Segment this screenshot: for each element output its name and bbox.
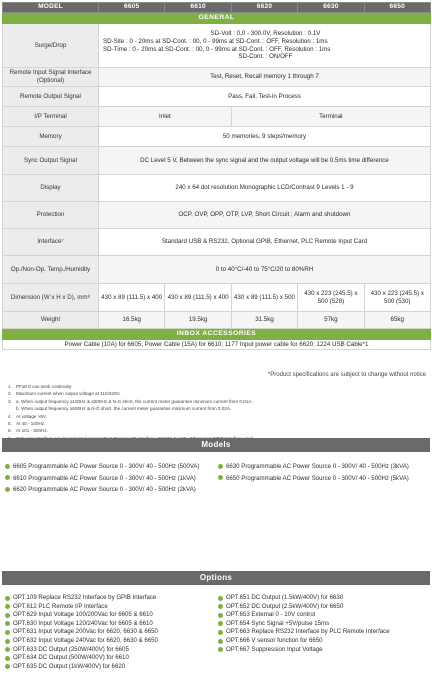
option-item-text: OPT.632 Input Voltage 240Vac for 6620, 6630 & 6650 (13, 636, 158, 644)
option-item (5, 620, 210, 629)
option-item (5, 603, 210, 612)
option-item (5, 654, 210, 663)
protection-label: Protection (3, 202, 99, 229)
option-item-text: OPT.667 Suppression Input Voltage (226, 645, 323, 653)
footnote-number: 5. (8, 421, 12, 427)
option-item (5, 637, 210, 646)
surge-value (99, 24, 431, 68)
options-right-list (218, 594, 426, 654)
option-item-text: OPT.634 DC Output (500W/400V) for 6610 (13, 654, 129, 662)
model-item (5, 462, 210, 472)
weight-6605: 16.5kg (99, 312, 165, 329)
option-item (5, 594, 210, 603)
io-terminal-row (3, 107, 431, 127)
option-item-text: OPT.630 Input Voltage 120/240Vac for 6605 & 6610 (13, 619, 153, 627)
bullet-icon (218, 604, 223, 609)
dimension-6620: 430 x 89 (111.5) x 500 (231, 284, 297, 312)
remote-input-label: Remote Input Signal Interface (Optional) (3, 68, 99, 87)
option-item (218, 646, 426, 655)
option-item (5, 611, 210, 620)
surge-line: SD-Site : 0 - 20ms at SD-Cont. : 00, 0 - 99ms at SD-Cont. : OFF, Resolution : 1ms (103, 37, 328, 45)
dimension-label: Dimension (W x H x D), mm⁸ (3, 284, 99, 312)
footnote-item (8, 390, 424, 397)
bullet-icon (218, 621, 223, 626)
io-inlet-value: Inlet (99, 107, 232, 127)
model-item-text: 6620 Programmable AC Power Source 0 - 300V/ 40 - 500Hz (2kVA) (13, 486, 196, 494)
footnote-text: b. When output frequency ≥500Hz & N-G short, the current meter guarantee minimum current from 0.02A. (16, 406, 232, 412)
footnote-text: PF≥0.8 can work continuity. (16, 384, 73, 389)
option-item-text: OPT.666 V sensor function for 6650 (226, 636, 323, 644)
weight-6610: 19.5kg (165, 312, 231, 329)
header-6610: 6610 (165, 3, 231, 13)
bullet-icon (5, 464, 10, 469)
surge-line: SD-Cont. : ON/OFF (238, 53, 293, 61)
option-item (218, 611, 426, 620)
bullet-icon (218, 613, 223, 618)
header-6605: 6605 (99, 3, 165, 13)
remote-input-row (3, 68, 431, 87)
header-model: MODEL (3, 3, 99, 13)
bullet-icon (5, 664, 10, 669)
protection-row (3, 202, 431, 229)
footnote-text: a. When output frequency ≥100Hz & ≤500Hz & N-G short, the current meter guarantee minimum current from 0.01A. (16, 398, 253, 404)
footnote-number: 2. (8, 391, 12, 397)
footnote-text: At 101 - 500Hz. (16, 428, 48, 434)
footnote-number: 4. (8, 413, 12, 419)
option-item-text: OPT.633 DC Output (250W/400V) for 6605 (13, 645, 129, 653)
options-title: Options (2, 571, 430, 585)
temp-value: 0 to 40°C/-40 to 75°C/20 to 80%RH (99, 256, 431, 284)
models-title: Models (2, 438, 430, 452)
io-terminal-label: I/P Terminal (3, 107, 99, 127)
option-item-text: OPT.629 Input Voltage 100/200Vac for 6605 & 6610 (13, 611, 153, 619)
inbox-title: INBOX ACCESSORIES (3, 329, 431, 340)
sync-label: Sync Output Signal (3, 147, 99, 175)
option-item-text: OPT.631 Input Voltage 200Vac for 6620, 6630 & 6650 (13, 628, 158, 636)
models-left-list (5, 462, 210, 495)
surge-label: Surge/Drop (3, 24, 99, 68)
weight-6620: 31.5kg (231, 312, 297, 329)
option-item-text: OPT.612 PLC Remote I/P Interface (13, 602, 108, 610)
inbox-row (3, 340, 431, 350)
footnote-number (8, 405, 16, 412)
option-item-text: OPT.635 DC Output (1kW/400V) for 6620 (13, 662, 126, 670)
display-row (3, 175, 431, 202)
spec-table (2, 2, 431, 350)
weight-6650: 65kg (364, 312, 430, 329)
model-item (218, 462, 426, 472)
footnote-number: 3. (8, 398, 12, 404)
option-item (218, 637, 426, 646)
interface-label: Interface⁷ (3, 229, 99, 256)
footnote-item (8, 420, 424, 427)
option-item-text: OPT.652 DC Output (2.5kW/400V) for 6650 (226, 602, 344, 610)
option-item-text: OPT.663 Replace RS232 Interface by PLC Remote Interface (226, 628, 390, 636)
sync-value: DC Level 5 V, Between the sync signal and the output voltage will be 0.5ms time difference (99, 147, 431, 175)
weight-row (3, 312, 431, 329)
model-item-text: 6605 Programmable AC Power Source 0 - 300V/ 40 - 500Hz (500VA) (13, 463, 200, 470)
surge-row (3, 24, 431, 68)
bullet-icon (5, 630, 10, 635)
dimension-6610: 430 x 89 (111.5) x 400 (165, 284, 231, 312)
inbox-section-row (3, 329, 431, 340)
bullet-icon (5, 487, 10, 492)
header-6650: 6650 (364, 3, 430, 13)
bullet-icon (5, 621, 10, 626)
dimension-6630: 430 x 223 (245.5) x 500 (528) (298, 284, 364, 312)
bullet-icon (218, 464, 223, 469)
surge-line: SD-Time : 0 - 20ms at SD-Cont. : 00, 0 - 99ms at SD-Cont. : OFF, Resolution : 1ms (103, 45, 331, 53)
model-item-text: 6630 Programmable AC Power Source 0 - 300V/ 40 - 500Hz (3kVA) (226, 463, 409, 470)
footnote-item (8, 405, 424, 412)
interface-row (3, 229, 431, 256)
footnote-item (8, 413, 424, 420)
footnote-item (8, 383, 424, 390)
model-item (218, 474, 426, 484)
options-left-list (5, 594, 210, 671)
memory-label: Memory (3, 127, 99, 147)
bullet-icon (218, 596, 223, 601)
footnote-text: At 40 - 100Hz. (16, 421, 46, 427)
io-terminal-value: Terminal (231, 107, 430, 127)
general-section-row (3, 13, 431, 24)
option-item (5, 628, 210, 637)
option-item-text: OPT.653 External 0 - 10V control (226, 611, 316, 619)
bullet-icon (218, 639, 223, 644)
option-item (218, 603, 426, 612)
option-item (5, 646, 210, 655)
memory-row (3, 127, 431, 147)
option-item (218, 628, 426, 637)
model-item-text: 6610 Programmable AC Power Source 0 - 300V/ 40 - 500Hz (1kVA) (13, 474, 196, 482)
footnote-text: Maximum current when output voltage at 110/220V. (16, 391, 121, 397)
protection-value: OCP, OVP, OPP, OTP, LVP, Short Circuit ; Alarm and shutdown (99, 202, 431, 229)
interface-value: Standard USB & RS232, Optional GPIB, Ethernet, PLC Remote Input Card (99, 229, 431, 256)
footnote-text: At voltage >5V. (16, 413, 47, 419)
bullet-icon (5, 613, 10, 618)
model-item-text: 6650 Programmable AC Power Source 0 - 300V/ 40 - 500Hz (5kVA) (226, 474, 409, 482)
general-title: GENERAL (3, 13, 431, 24)
remote-output-label: Remote Output Signal (3, 87, 99, 107)
remote-output-row (3, 87, 431, 107)
footnote-item (8, 398, 424, 405)
dimension-row (3, 284, 431, 312)
temp-row (3, 256, 431, 284)
sync-row (3, 147, 431, 175)
inbox-value: Power Cable (10A) for 6605; Power Cable (15A) for 6610; 1177 Input power cable for 6620; 1224 USB Cable*1 (3, 340, 431, 350)
bullet-icon (5, 475, 10, 480)
memory-value: 50 memories, 9 steps/memory (99, 127, 431, 147)
footnote-item (8, 427, 424, 434)
bullet-icon (5, 656, 10, 661)
bullet-icon (5, 647, 10, 652)
display-label: Display (3, 175, 99, 202)
option-item-text: OPT.654 Sync Signal +5V/pulse 15ms (226, 619, 330, 627)
dimension-6650: 430 x 223 (245.5) x 500 (530) (364, 284, 430, 312)
temp-label: Op./Non-Op. Temp./Humidity (3, 256, 99, 284)
spec-change-note: *Product specifications are subject to change without notice (267, 372, 426, 378)
weight-6630: 57kg (298, 312, 364, 329)
option-item-text: OPT.651 DC Output (1.5kW/400V) for 6630 (226, 594, 344, 601)
option-item (218, 620, 426, 629)
option-item (218, 594, 426, 603)
model-header-row (3, 3, 431, 13)
display-value: 240 x 64 dot resolution Monographic LCD/Contrast 9 Levels 1 - 9 (99, 175, 431, 202)
remote-input-value: Test, Reset, Recall memory 1 through 7 (99, 68, 431, 87)
footnote-number: 1. (8, 384, 12, 389)
remote-output-value: Pass, Fail, Test-in Process (99, 87, 431, 107)
bullet-icon (5, 596, 10, 601)
bullet-icon (5, 639, 10, 644)
option-item (5, 663, 210, 672)
option-item-text: OPT.109 Replace RS232 Interface by GPIB Interface (13, 594, 157, 601)
model-item (5, 485, 210, 495)
surge-line: SD-Volt : 0.0 - 300.0V, Resolution : 0.1V (210, 29, 321, 37)
bullet-icon (5, 604, 10, 609)
dimension-6605: 430 x 89 (111.5) x 400 (99, 284, 165, 312)
header-6630: 6630 (298, 3, 364, 13)
bullet-icon (218, 647, 223, 652)
footnote-number: 6. (8, 428, 12, 434)
weight-label: Weight (3, 312, 99, 329)
header-6620: 6620 (231, 3, 297, 13)
bullet-icon (218, 475, 223, 480)
models-right-list (218, 462, 426, 483)
model-item (5, 474, 210, 484)
bullet-icon (218, 630, 223, 635)
